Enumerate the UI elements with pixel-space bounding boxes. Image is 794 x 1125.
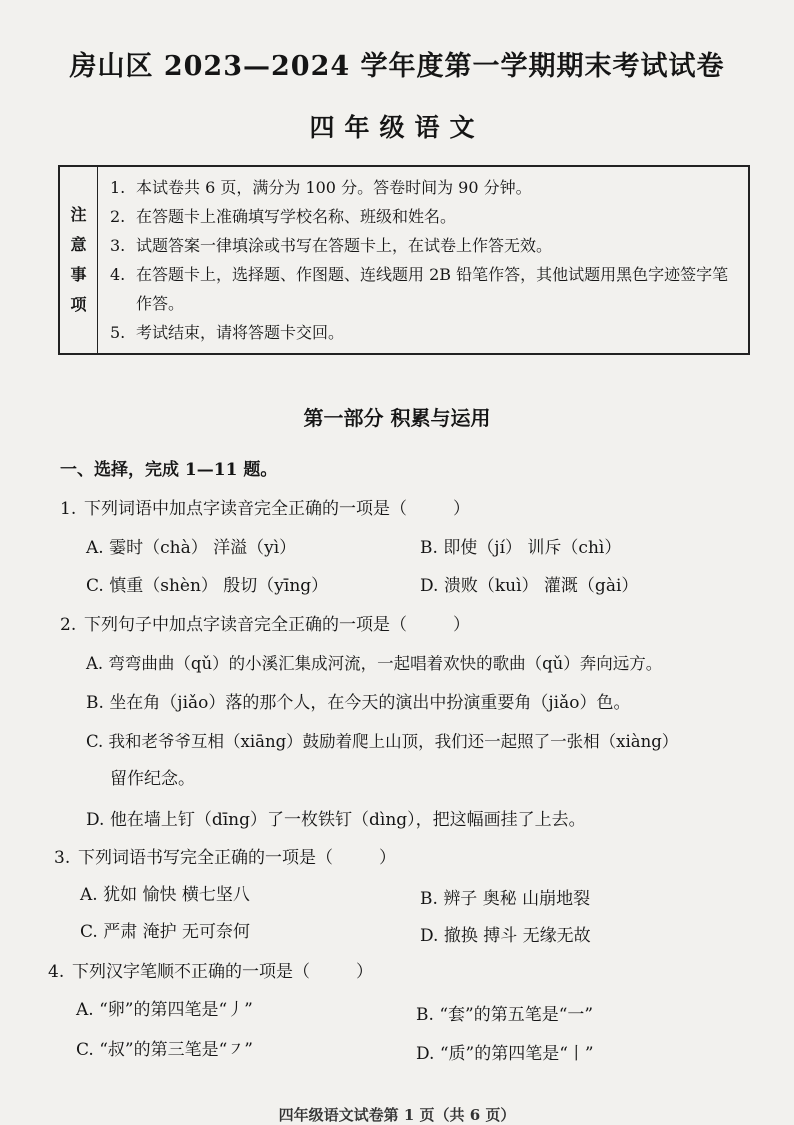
option-label: B. [420, 889, 438, 909]
notice-box [58, 165, 750, 355]
option-label: A. [86, 538, 104, 558]
option-text: 我和老爷爷互相（xiāng）鼓励着爬上山顶，我们还一起照了一张相（xiàng） [108, 732, 679, 751]
option-label: A. [80, 885, 98, 905]
option-text: 坐在角（jiǎo）落的那个人，在今天的演出中扮演重要角（jiǎo）色。 [109, 693, 631, 713]
option-label: C. [80, 922, 98, 942]
option-text: 霎时（chà） 洋溢（yì） [109, 538, 297, 558]
question-close: ） [453, 499, 470, 519]
notice-label [60, 167, 98, 353]
option-text: 即使（jí） 训斥（chì） [443, 538, 622, 558]
notice-item-number: 3. [110, 236, 126, 255]
question-stem [60, 494, 470, 519]
answer-option[interactable] [420, 884, 590, 909]
question-close: ） [379, 848, 396, 868]
option-label: D. [86, 810, 105, 830]
page-footer: 四年级语文试卷第 1 页（共 6 页） [278, 1106, 516, 1124]
option-text: 他在墙上钉（dīng）了一枚铁钉（dìng），把这幅画挂了上去。 [109, 810, 586, 830]
notice-item-number: 4. [110, 265, 126, 284]
notice-item [110, 318, 740, 347]
question-stem [60, 610, 470, 635]
answer-option[interactable] [420, 571, 638, 596]
option-label: A. [86, 654, 104, 673]
option-text: 慎重（shèn） 殷切（yīng） [109, 576, 329, 596]
answer-option[interactable] [86, 650, 662, 674]
question-text: 下列词语书写完全正确的一项是（ [78, 848, 333, 868]
notice-item [110, 202, 740, 231]
part-heading: 第一部分 积累与运用 [303, 406, 491, 430]
exam-subtitle: 四年级语文 [309, 113, 485, 142]
notice-item-text: 试题答案一律填涂或书写在答题卡上，在试卷上作答无效。 [136, 236, 553, 255]
answer-option[interactable] [420, 533, 621, 558]
notice-list [110, 173, 740, 347]
question-number: 4. [48, 962, 65, 982]
answer-option[interactable] [86, 688, 630, 713]
option-label: B. [420, 538, 438, 558]
answer-option[interactable] [86, 571, 328, 596]
option-text: 溃败（kuì） 灌溉（gài） [443, 576, 639, 596]
option-label: A. [76, 1000, 94, 1020]
notice-label-char: 项 [70, 295, 87, 314]
option-label: C. [86, 576, 104, 596]
answer-option[interactable] [416, 1000, 593, 1025]
question-text: 下列汉字笔顺不正确的一项是（ [72, 962, 310, 982]
answer-option[interactable] [420, 921, 591, 946]
option-label: B. [416, 1005, 434, 1025]
notice-item-text: 在答题卡上，选择题、作图题、连线题用 2B 铅笔作答，其他试题用黑色字迹签字笔作答。 [136, 265, 729, 313]
option-label: C. [76, 1040, 94, 1060]
answer-option[interactable] [86, 805, 586, 830]
question-number: 3. [54, 848, 71, 868]
question-close: ） [356, 962, 373, 982]
option-text: 辨子 奥秘 山崩地裂 [443, 889, 591, 909]
option-label: D. [420, 576, 439, 596]
answer-option[interactable] [76, 995, 253, 1020]
option-text: 犹如 愉快 横七坚八 [103, 885, 250, 905]
option-text: “质”的第四笔是“丨” [439, 1044, 594, 1064]
section-heading: 一、选择，完成 1—11 题。 [60, 460, 278, 480]
notice-item-number: 2. [110, 207, 126, 226]
option-label: D. [416, 1044, 435, 1064]
answer-option[interactable] [86, 533, 296, 558]
answer-option[interactable] [76, 1035, 253, 1060]
option-text: 严肃 淹护 无可奈何 [103, 922, 251, 942]
notice-label-char: 事 [70, 265, 87, 284]
question-number: 1. [60, 499, 77, 519]
option-continuation: 留作纪念。 [110, 769, 195, 789]
question-stem [54, 843, 396, 868]
option-text: “卵”的第四笔是“丿” [99, 1000, 253, 1020]
notice-item-text: 本试卷共 6 页，满分为 100 分。答卷时间为 90 分钟。 [136, 178, 532, 197]
notice-item [110, 173, 740, 202]
answer-option[interactable] [80, 917, 250, 942]
notice-label-char: 意 [70, 235, 87, 254]
answer-option[interactable] [416, 1039, 594, 1064]
question-text: 下列句子中加点字读音完全正确的一项是（ [84, 615, 407, 635]
question-stem [48, 957, 373, 982]
notice-item-text: 在答题卡上准确填写学校名称、班级和姓名。 [136, 207, 457, 226]
question-close: ） [453, 615, 470, 635]
notice-label-char: 注 [70, 205, 87, 224]
notice-item [110, 231, 740, 260]
question-text: 下列词语中加点字读音完全正确的一项是（ [84, 499, 407, 519]
option-text: “套”的第五笔是“一” [439, 1005, 594, 1025]
option-text: 撤换 搏斗 无缘无故 [443, 926, 591, 946]
notice-item-number: 1. [110, 178, 126, 197]
option-label: D. [420, 926, 439, 946]
answer-option[interactable] [80, 880, 250, 905]
notice-item-number: 5. [110, 323, 126, 342]
option-text: 弯弯曲曲（qǔ）的小溪汇集成河流，一起唱着欢快的歌曲（qǔ）奔向远方。 [108, 654, 663, 673]
answer-option[interactable] [86, 728, 678, 752]
option-label: C. [86, 732, 104, 751]
notice-item [110, 260, 740, 318]
option-label: B. [86, 693, 104, 713]
exam-title: 房山区 2023—2024 学年度第一学期期末考试试卷 [69, 51, 725, 82]
option-text: “叔”的第三笔是“㇇” [99, 1040, 253, 1060]
question-number: 2. [60, 615, 77, 635]
notice-item-text: 考试结束，请将答题卡交回。 [136, 323, 345, 342]
